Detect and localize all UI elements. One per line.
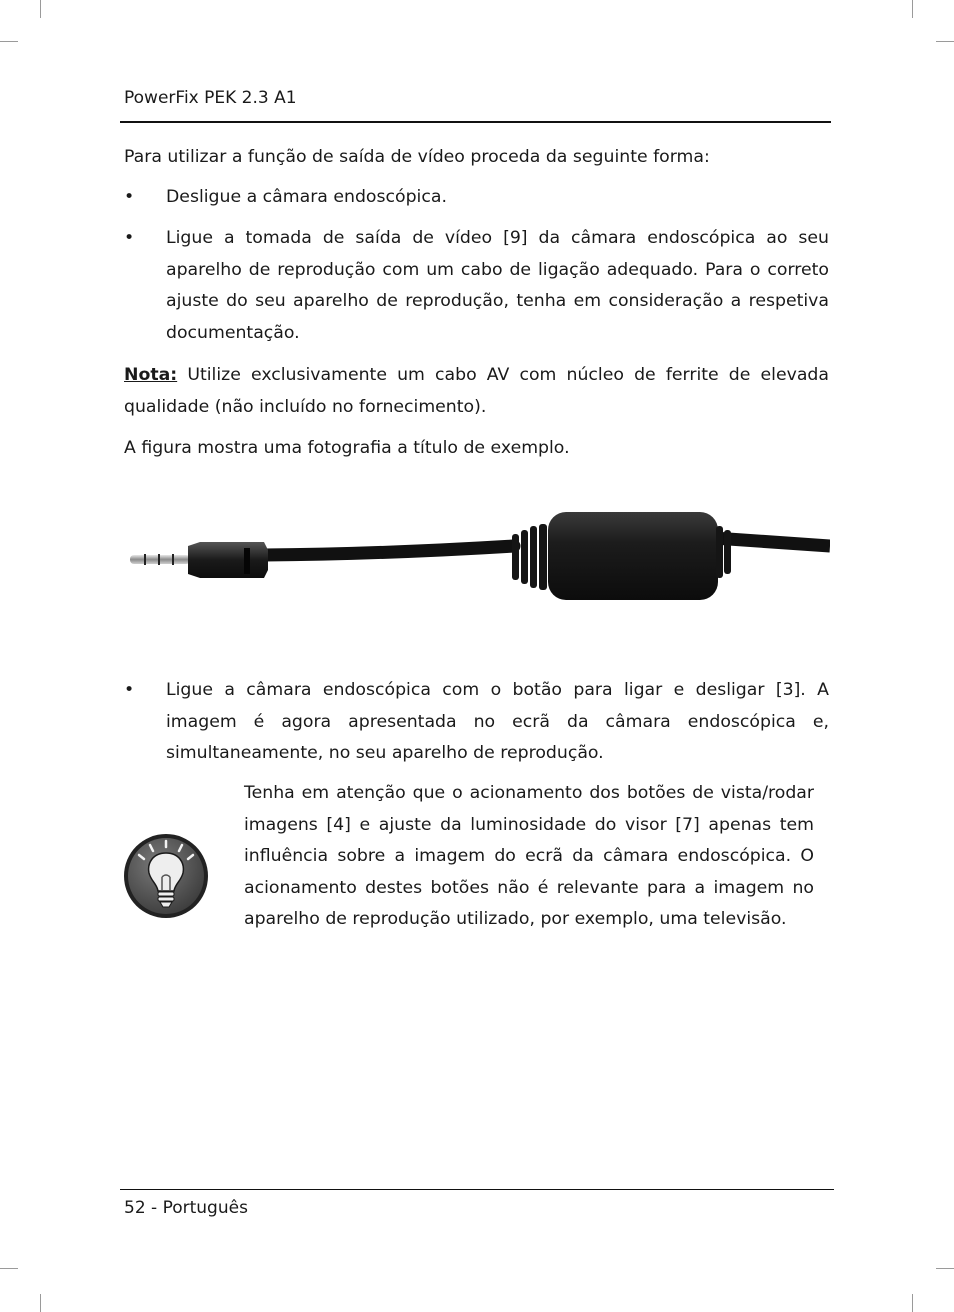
intro-paragraph: Para utilizar a função de saída de vídeo proceda da seguinte forma:	[124, 147, 710, 167]
crop-mark	[0, 1268, 18, 1269]
note-paragraph	[124, 360, 829, 423]
header-divider	[120, 121, 831, 123]
crop-mark	[912, 0, 913, 18]
list-item	[124, 223, 829, 349]
list-item-text: Ligue a câmara endoscópica com o botão para ligar e desligar [3]. A imagem é agora apresentada no ecrã da câmara endoscópica e, simultaneamente, no seu aparelho de reprodução.	[166, 680, 829, 763]
crop-mark	[40, 1294, 41, 1312]
page-header-title: PowerFix PEK 2.3 A1	[124, 88, 297, 108]
note-label: Nota:	[124, 365, 178, 385]
crop-mark	[0, 41, 18, 42]
av-cable-photo	[124, 500, 830, 612]
list-item	[124, 675, 829, 770]
page-footer-label: 52 - Português	[124, 1198, 248, 1218]
crop-mark	[40, 0, 41, 18]
crop-mark	[936, 1268, 954, 1269]
list-item	[124, 182, 829, 214]
tip-paragraph: Tenha em atenção que o acionamento dos botões de vista/rodar imagens [4] e ajuste da luminosidade do visor [7] apenas tem influência sobre a imagem do ecrã da câmara endoscópica. O acionamento destes botões não é relevante para a imagem no aparelho de reprodução utilizado, por exemplo, uma televisão.	[244, 783, 814, 929]
lightbulb-icon	[123, 833, 209, 919]
list-item-text: Desligue a câmara endoscópica.	[166, 187, 447, 207]
figure-caption: A figura mostra uma fotografia a título de exemplo.	[124, 438, 570, 458]
list-item-text: Ligue a tomada de saída de vídeo [9] da câmara endoscópica ao seu aparelho de reprodução com um cabo de ligação adequado. Para o correto ajuste do seu aparelho de reprodução, tenha em consideração a respetiva documentação.	[166, 228, 829, 343]
bullet-icon: •	[124, 187, 135, 207]
crop-mark	[936, 41, 954, 42]
bullet-icon: •	[124, 228, 135, 248]
note-text: Utilize exclusivamente um cabo AV com núcleo de ferrite de elevada qualidade (não incluído no fornecimento).	[124, 365, 829, 417]
bullet-icon: •	[124, 680, 135, 700]
footer-divider	[120, 1189, 834, 1190]
crop-mark	[912, 1294, 913, 1312]
